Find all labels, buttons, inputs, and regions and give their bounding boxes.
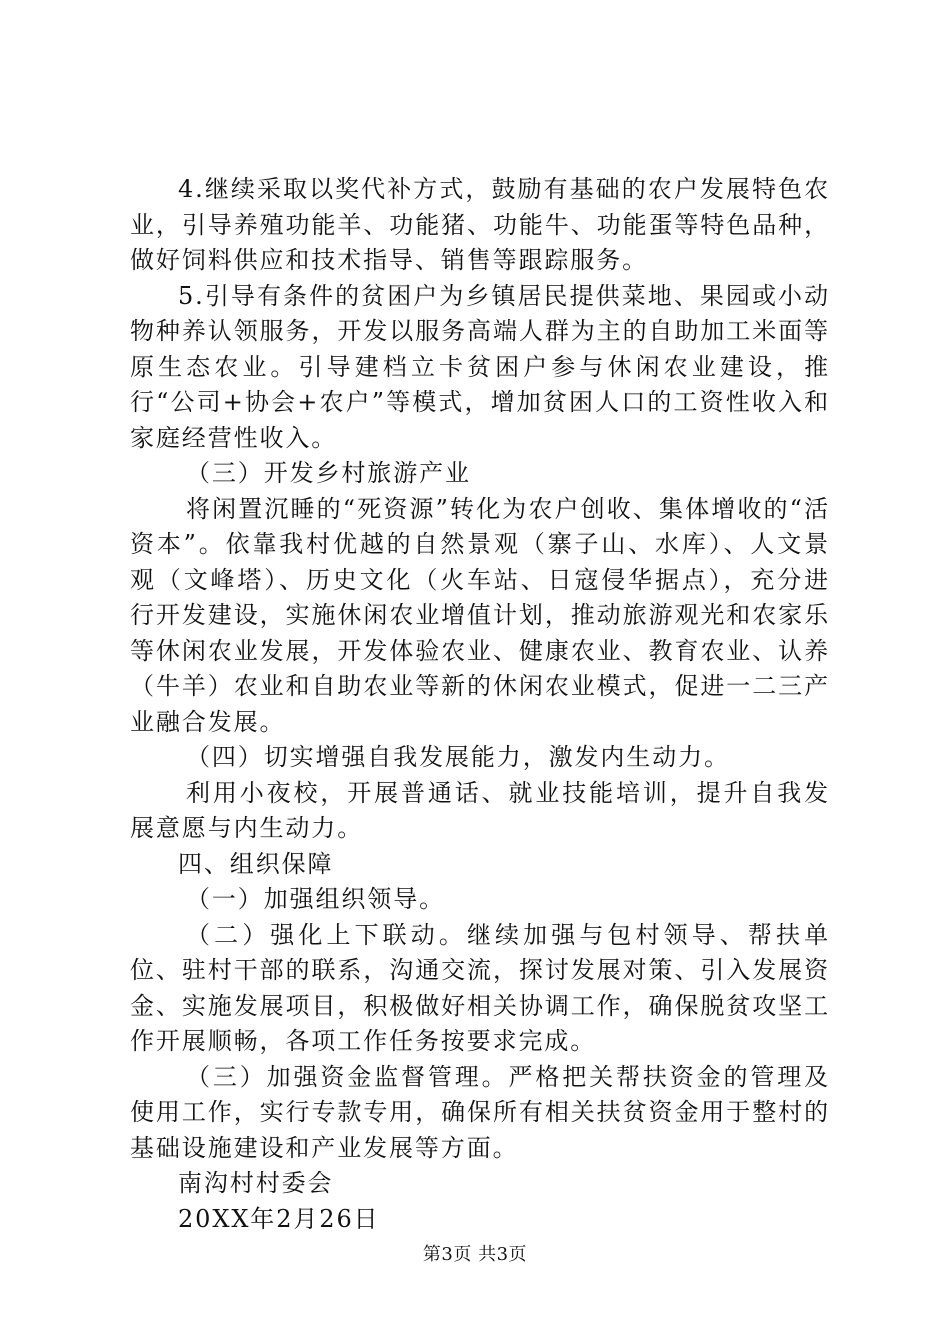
paragraph-item-4: 4.继续采取以奖代补方式，鼓励有基础的农户发展特色农业，引导养殖功能羊、功能猪、功能牛、功能蛋等特色品种，做好饲料供应和技术指导、销售等跟踪服务。 <box>130 175 830 274</box>
section-heading-organization: 四、组织保障 <box>178 849 334 878</box>
paragraph-self-development: 利用小夜校，开展普通话、就业技能培训，提升自我发展意愿与内生动力。 <box>130 778 830 842</box>
document-body <box>130 172 830 1237</box>
paragraph-leadership: （一）加强组织领导。 <box>186 885 445 913</box>
paragraph-coordination: （二）强化上下联动。继续加强与包村领导、帮扶单位、驻村干部的联系，沟通交流，探讨发展对策、引入发展资金、实施发展项目，积极做好相关协调工作，确保脱贫攻坚工作开展顺畅，各项工作任务按要求完成。 <box>130 920 830 1055</box>
paragraph-fund-supervision: （三）加强资金监督管理。严格把关帮扶资金的管理及使用工作，实行专款专用，确保所有相关扶贫资金用于整村的基础设施建设和产业发展等方面。 <box>130 1062 830 1162</box>
section-heading-tourism: （三）开发乡村旅游产业 <box>186 459 471 487</box>
section-heading-self-development: （四）切实增强自我发展能力，激发内生动力。 <box>186 743 730 771</box>
signature-date: 20XX年2月26日 <box>178 1204 380 1233</box>
paragraph-item-5: 5.引导有条件的贫困户为乡镇居民提供菜地、果园或小动物种养认领服务，开发以服务高端人群为主的自助加工米面等原生态农业。引导建档立卡贫困户参与休闲农业建设，推行“公司+协会+农户”等模式，增加贫困人口的工资性收入和家庭经营性收入。 <box>130 281 830 452</box>
page-number-footer: 第3页 共3页 <box>422 1244 528 1265</box>
signature-organization: 南沟村村委会 <box>178 1169 334 1197</box>
paragraph-tourism: 将闲置沉睡的“死资源”转化为农户创收、集体增收的“活资本”。依靠我村优越的自然景观（寨子山、水库）、人文景观（文峰塔）、历史文化（火车站、日寇侵华据点），充分进行开发建设，实施休闲农业增值计划，推动旅游观光和农家乐等休闲农业发展，开发体验农业、健康农业、教育农业、认养（牛羊）农业和自助农业等新的休闲农业模式，促进一二三产业融合发展。 <box>130 494 830 736</box>
